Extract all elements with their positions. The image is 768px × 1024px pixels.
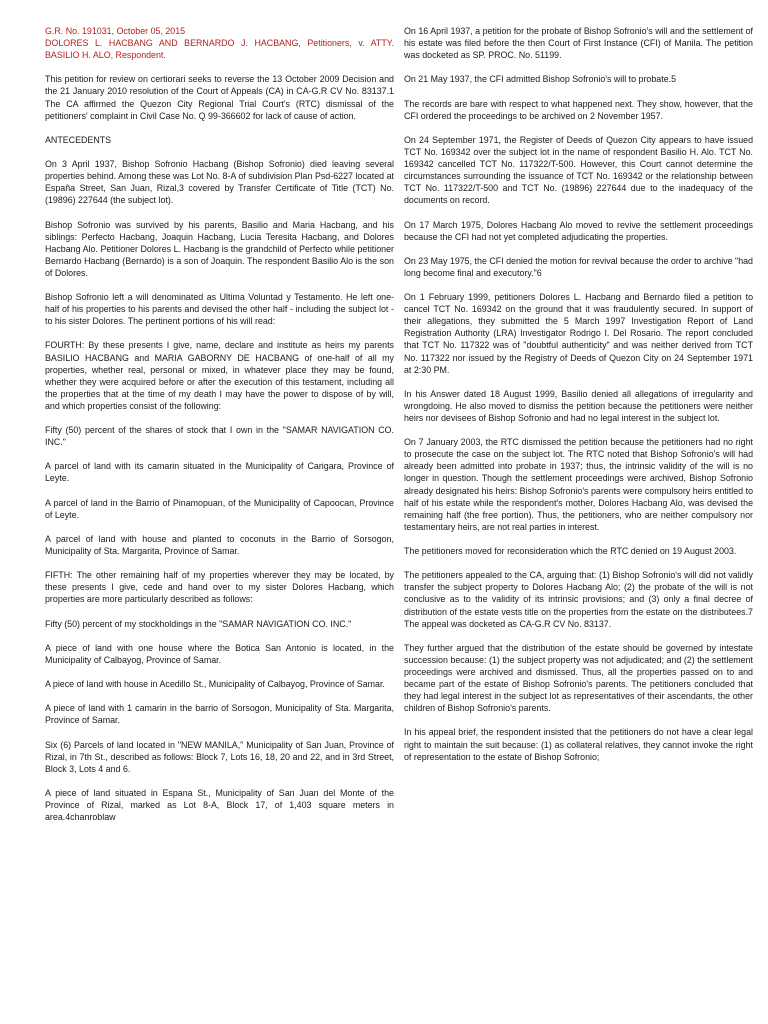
paragraph: Six (6) Parcels of land located in "NEW MANILA," Municipality of San Juan, Province of Rizal, in 7th St., described as follows: Block 7, Lots 16, 18, 20 and 22, and in 3rd Street, Block 3, Lots 4 and 6. <box>45 739 394 774</box>
paragraph: Fifty (50) percent of the shares of stock that I own in the "SAMAR NAVIGATION CO. INC." <box>45 425 394 448</box>
paragraph: In his appeal brief, the respondent insisted that the petitioners do not have a clear legal right to maintain the suit because: (1) as collateral relatives, they cannot invoke the right of representation to the estate of Bishop Sofronio; <box>404 727 753 762</box>
paragraph: They further argued that the distribution of the estate should be governed by intestate succession because: (1) the subject property was not adjudicated; and (2) the settlement proceedings were archived and dismissed. Thus, all the properties passed on to and became part of the estate of Bishop Sofronio's parents. The petitioners concluded that they had legal interest in the subject lot as representatives of their ascendants, the other children of Bishop Sofronio's parents. <box>404 642 753 714</box>
case-parties: DOLORES L. HACBANG AND BERNARDO J. HACBANG, Petitioners, v. ATTY. BASILIO H. ALO, Respondent. <box>45 38 394 61</box>
paragraph: A piece of land with one house where the Botica San Antonio is located, in the Municipality of Calbayog, Province of Samar. <box>45 642 394 665</box>
paragraph: The petitioners appealed to the CA, arguing that: (1) Bishop Sofronio's will did not validly transfer the subject property to Dolores Hacbang Alo; (2) the probate of the will is not conclusive as to the validity of its intrinsic provisions; and (3) only a final decree of distribution of the estate vests title on the properties from the estate on the distributees.7 The appeal was docketed as CA-G.R CV No. 83137. <box>404 570 753 629</box>
paragraph: ANTECEDENTS <box>45 134 112 145</box>
paragraph: The records are bare with respect to what happened next. They show, however, that the CFI ordered the proceedings to be archived on 2 November 1957. <box>404 98 753 121</box>
paragraph: FOURTH: By these presents I give, name, declare and institute as heirs my parents BASILIO HACBANG and MARIA GABORNY DE HACBANG of one-half of all my properties, whether real, personal or mixed, in whatever place they may be found, whether they were acquired before or after the execution of this testament, including all the properties that at the time of my death I may have the power to dispose of by will, and which properties consist of the following: <box>45 340 394 411</box>
paragraph: On 17 March 1975, Dolores Hacbang Alo moved to revive the settlement proceedings because the CFI had not yet completed adjudicating the properties. <box>404 219 753 242</box>
paragraph: A piece of land situated in Espana St., Municipality of San Juan del Monte of the Province of Rizal, marked as Lot 8-A, Block 17, of 1,403 square meters in area.4chanroblaw <box>45 787 394 823</box>
paragraph: FIFTH: The other remaining half of my properties wherever they may be located, by these presents I give, cede and hand over to my sister Dolores Hacbang, which properties are more particularly described as follows: <box>45 570 394 605</box>
paragraph: The petitioners moved for reconsideration which the RTC denied on 19 August 2003. <box>404 546 737 557</box>
paragraph: On 16 April 1937, a petition for the probate of Bishop Sofronio's will and the settlement of his estate was filed before the then Court of First Instance (CFI) of Manila. The petition was docketed as SP. PROC. No. 51199. <box>404 26 753 61</box>
paragraph: A parcel of land in the Barrio of Pinamopuan, of the Municipality of Capoocan, Province of Leyte. <box>45 497 394 520</box>
paragraph: Bishop Sofronio was survived by his parents, Basilio and Maria Hacbang, and his siblings: Perfecto Hacbang, Joaquin Hacbang, Lucia Teresita Hacbang, and Dolores Hacbang Alo. Petitioner Dolores L. Hacbang is the grandchild of Perfecto while petitioner Bernardo Hacbang (Bernardo) is a son of Joaquin. The respondent Basilio Alo is the son of Dolores. <box>45 219 394 278</box>
paragraph: On 23 May 1975, the CFI denied the motion for revival because the order to archive "had long become final and executory."6 <box>404 255 753 278</box>
paragraph: On 21 May 1937, the CFI admitted Bishop Sofronio's will to probate.5 <box>404 74 677 85</box>
paragraph: In his Answer dated 18 August 1999, Basilio denied all allegations of irregularity and wrongdoing. He also moved to dismiss the petition because the petitioners were neither heirs nor devisees of Bishop Sofronio and had no legal interest in the subject lot. <box>404 388 753 423</box>
paragraph: On 3 April 1937, Bishop Sofronio Hacbang (Bishop Sofronio) died leaving several properties behind. Among these was Lot No. 8-A of subdivision Plan Psd-6227 located at España Street, San Juan, Rizal,3 covered by Transfer Certificate of Title (TCT) No. (19896) 227644 (the subject lot). <box>45 159 394 206</box>
left-paragraphs <box>45 73 394 823</box>
paragraph: On 7 January 2003, the RTC dismissed the petition because the petitioners had no right to prosecute the case on the subject lot. The RTC noted that Bishop Sofronio's will had already been admitted into probate in 1937; thus, the intrinsic validity of the will is no longer in question. Though the settlement proceedings were archived, Bishop Sofronio already designated his heirs: Bishop Sofronio's parents were compulsory heirs entitled to half of his estate while the respondent's mother, Dolores Hacbang Alo, was devised the remaining half (the free portion). Thus, the petitioners, who are neither compulsory nor testamentary heirs, are not real parties in interest. <box>404 437 753 532</box>
paragraph: A parcel of land with house and planted to coconuts in the Barrio of Sorsogon, Municipality of Sta. Margarita, Province of Samar. <box>45 533 394 557</box>
paragraph: This petition for review on certiorari seeks to reverse the 13 October 2009 Decision and the 21 January 2010 resolution of the Court of Appeals (CA) in CA-G.R CV No. 83137.1 The CA affirmed the Quezon City Regional Trial Court's (RTC) dismissal of the petitioners' complaint in Civil Case No. Q 99-366602 for lack of cause of action. <box>45 74 394 121</box>
right-paragraphs <box>404 25 753 763</box>
paragraph: Fifty (50) percent of my stockholdings in the "SAMAR NAVIGATION CO. INC." <box>45 618 352 629</box>
paragraph: Bishop Sofronio left a will denominated as Ultima Voluntad y Testamento. He left one-half of his properties to his parents and devised the other half - including the subject lot - to his sister Dolores. The pertinent portions of his will read: <box>45 292 394 327</box>
right-column <box>404 25 753 1024</box>
paragraph: On 24 September 1971, the Register of Deeds of Quezon City appears to have issued TCT No. 169342 over the subject lot in the name of respondent Basilio H. Alo. TCT No. 169342 cancelled TCT No. 117322/T-500. However, this Court cannot determine the circumstances surrounding the issuance of TCT No. 169342 or the relationship between TCT No. 117322/T-500 and TCT No. (19896) 227644 due to the inadequacy of the documents on record. <box>404 134 753 206</box>
left-column <box>45 25 394 1024</box>
case-reference: G.R. No. 191031, October 05, 2015 <box>45 26 186 36</box>
paragraph: A piece of land with 1 camarin in the barrio of Sorsogon, Municipality of Sta. Margarita, Province of Samar. <box>45 703 394 726</box>
paragraph: A parcel of land with its camarin situated in the Municipality of Carigara, Province of Leyte. <box>45 461 394 484</box>
paragraph: On 1 February 1999, petitioners Dolores L. Hacbang and Bernardo filed a petition to cancel TCT No. 169342 on the ground that it was fraudulently secured. In support of their allegations, they submitted the 5 March 1997 Investigation Report of Land Registration Authority (LRA) Investigator Rodrigo I. Del Rosario. The report concluded that TCT No. 117322 was of "doubtful authenticity" and was neither derived from TCT No. 117322 nor issued by the Registry of Deeds of Quezon City on 24 September 1971 at 2:30 PM. <box>404 292 753 375</box>
paragraph: A piece of land with house in Acedillo St., Municipality of Calbayog, Province of Samar. <box>45 679 385 690</box>
